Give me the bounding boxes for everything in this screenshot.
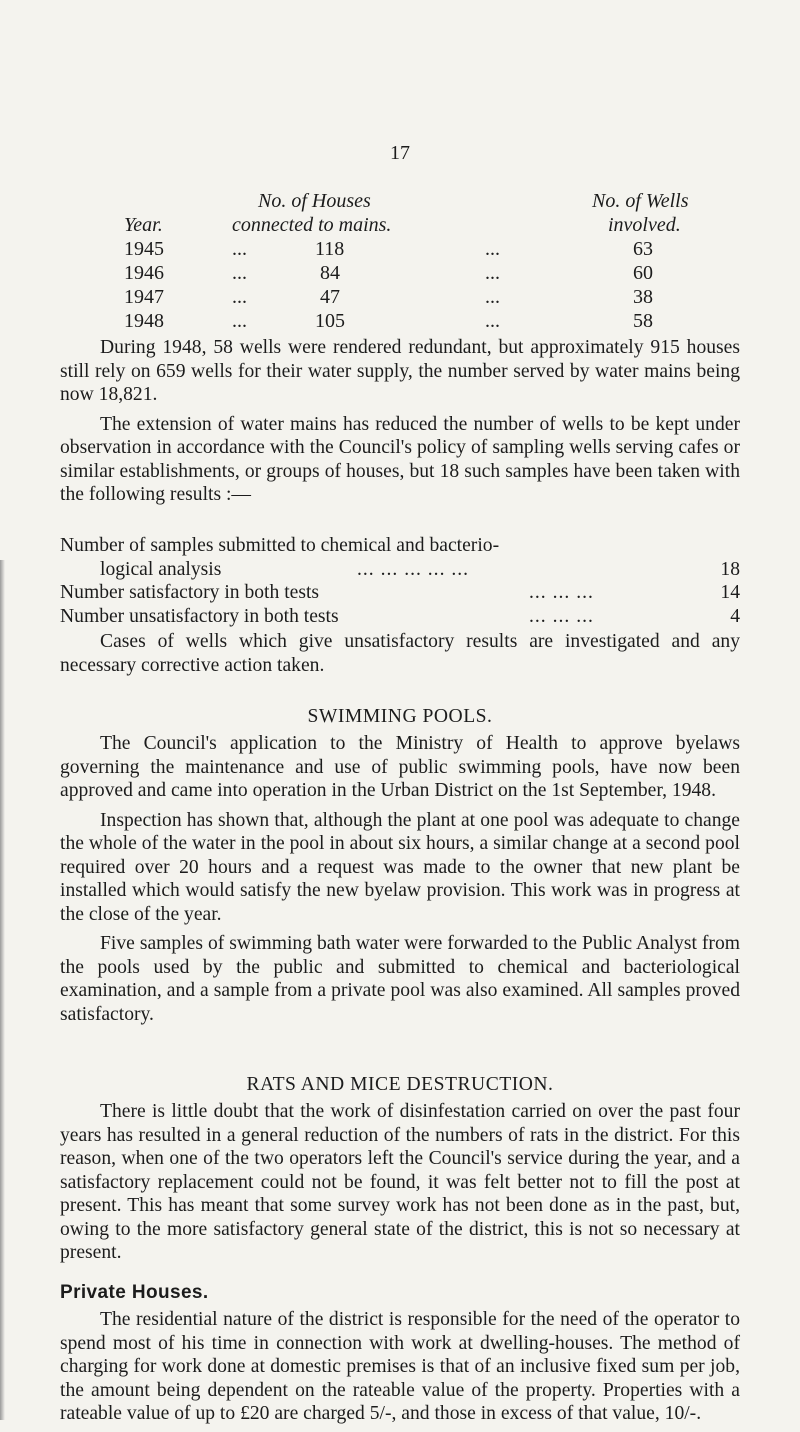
list-item bbox=[60, 605, 740, 629]
paragraph-redundant-wells: During 1948, 58 wells were rendered redundant, but approximately 915 houses still rely on 659 wells for their water supply, the number served by water mains being now 18,821. bbox=[60, 337, 740, 405]
list-item bbox=[100, 558, 740, 582]
samples-list bbox=[60, 534, 740, 628]
leader-dots: ... ... ... bbox=[529, 582, 594, 603]
leader-dots: ... ... ... bbox=[529, 605, 594, 627]
sample-label: Number unsatisfactory in both tests bbox=[60, 605, 339, 627]
leader-dots: ... bbox=[232, 262, 247, 284]
section-heading-swimming-pools: SWIMMING POOLS. bbox=[307, 706, 493, 727]
year-cell: 1946 bbox=[124, 262, 164, 284]
wells-cell: 63 bbox=[633, 238, 653, 260]
sample-label: Number satisfactory in both tests bbox=[60, 582, 320, 603]
leader-dots: ... bbox=[232, 286, 247, 308]
houses-cell: 47 bbox=[320, 286, 340, 308]
leader-dots: ... bbox=[485, 310, 500, 332]
leader-dots: ... bbox=[232, 310, 247, 332]
paragraph-disinfestation: There is little doubt that the work of disinfestation carried on over the past four years has resulted in a general reduction of the numbers of rats in the district. For this reason, when one of the two operators left the Council's service during the year, and a satisfactory replacement could not be found, it was felt better not to fill the post at present. This has meant that some survey work has not been done as in the past, but, owing to the more satisfactory general state of the district, this is not so necessary at present. bbox=[60, 1101, 740, 1263]
year-cell: 1947 bbox=[124, 286, 164, 308]
header-wells-line1: No. of Wells bbox=[592, 190, 689, 212]
leader-dots: ... bbox=[485, 262, 500, 284]
page-edge-shadow bbox=[0, 560, 5, 1420]
paragraph-samples: Five samples of swimming bath water were forwarded to the Public Analyst from the pools used by the public and submitted to chemical and bacteriological examination, and a sample from a private pool was also examined. All samples proved satisfactory. bbox=[60, 933, 740, 1025]
paragraph-mains-extension: The extension of water mains has reduced the number of wells to be kept under observation in accordance with the Council's policy of sampling wells serving cafes or similar establishments, or groups of houses, but 18 such samples have been taken with the following results :— bbox=[60, 413, 740, 505]
leader-dots: ... ... ... ... ... bbox=[357, 558, 470, 580]
section-heading-rats-mice: RATS AND MICE DESTRUCTION. bbox=[246, 1074, 554, 1095]
cases-paragraph-block bbox=[60, 630, 740, 683]
houses-cell: 105 bbox=[315, 310, 345, 332]
list-item bbox=[60, 534, 740, 558]
paragraph-byelaws: The Council's application to the Ministry of Health to approve byelaws governing the maintenance and use of public swimming pools, have now been approved and came into operation in the Urban District on the 1st September, 1948. bbox=[60, 733, 740, 801]
paragraph-charging: The residential nature of the district is responsible for the need of the operator to spend most of his time in connection with work at dwelling-houses. The method of charging for work done at domestic premises is that of an inclusive fixed sum per job, the amount being dependent on the rateable value of the property. Properties with a rateable value of up to £20 are charged 5/-, and those in excess of that value, 10/-. bbox=[60, 1309, 740, 1424]
subheading-private-houses: Private Houses. bbox=[60, 1282, 209, 1303]
wells-cell: 38 bbox=[633, 286, 653, 308]
sample-value: 18 bbox=[720, 558, 740, 580]
wells-cell: 58 bbox=[633, 310, 653, 332]
leader-dots: ... bbox=[485, 238, 500, 260]
page-number: 17 bbox=[390, 142, 410, 164]
header-houses-line1: No. of Houses bbox=[258, 190, 371, 212]
year-cell: 1948 bbox=[124, 310, 164, 332]
sample-label: logical analysis bbox=[100, 558, 222, 580]
year-cell: 1945 bbox=[124, 238, 164, 260]
header-wells-line2: involved. bbox=[608, 214, 681, 236]
wells-paragraphs bbox=[60, 336, 740, 513]
houses-cell: 84 bbox=[320, 262, 340, 284]
rats-paragraphs bbox=[60, 1100, 740, 1271]
wells-cell: 60 bbox=[633, 262, 653, 284]
paragraph-inspection: Inspection has shown that, although the plant at one pool was adequate to change the whole of the water in the pool in about six hours, a similar change at a second pool required over 20 hours and a request was made to the owner that new plant be installed which would satisfy the new byelaw provision. This work was in progress at the close of the year. bbox=[60, 809, 740, 925]
leader-dots: ... bbox=[232, 238, 247, 260]
header-houses-line2: connected to mains. bbox=[232, 214, 392, 236]
sample-label: Number of samples submitted to chemical and bacterio- bbox=[60, 535, 500, 556]
paragraph-cases: Cases of wells which give unsatisfactory results are investigated and any necessary corrective action taken. bbox=[60, 631, 740, 676]
sample-value: 14 bbox=[720, 582, 740, 603]
leader-dots: ... bbox=[485, 286, 500, 308]
houses-cell: 118 bbox=[315, 238, 345, 260]
header-year: Year. bbox=[124, 214, 163, 236]
swimming-paragraphs bbox=[60, 732, 740, 1032]
private-houses-paragraphs bbox=[60, 1308, 740, 1432]
sample-value: 4 bbox=[730, 605, 740, 627]
list-item bbox=[60, 581, 740, 605]
